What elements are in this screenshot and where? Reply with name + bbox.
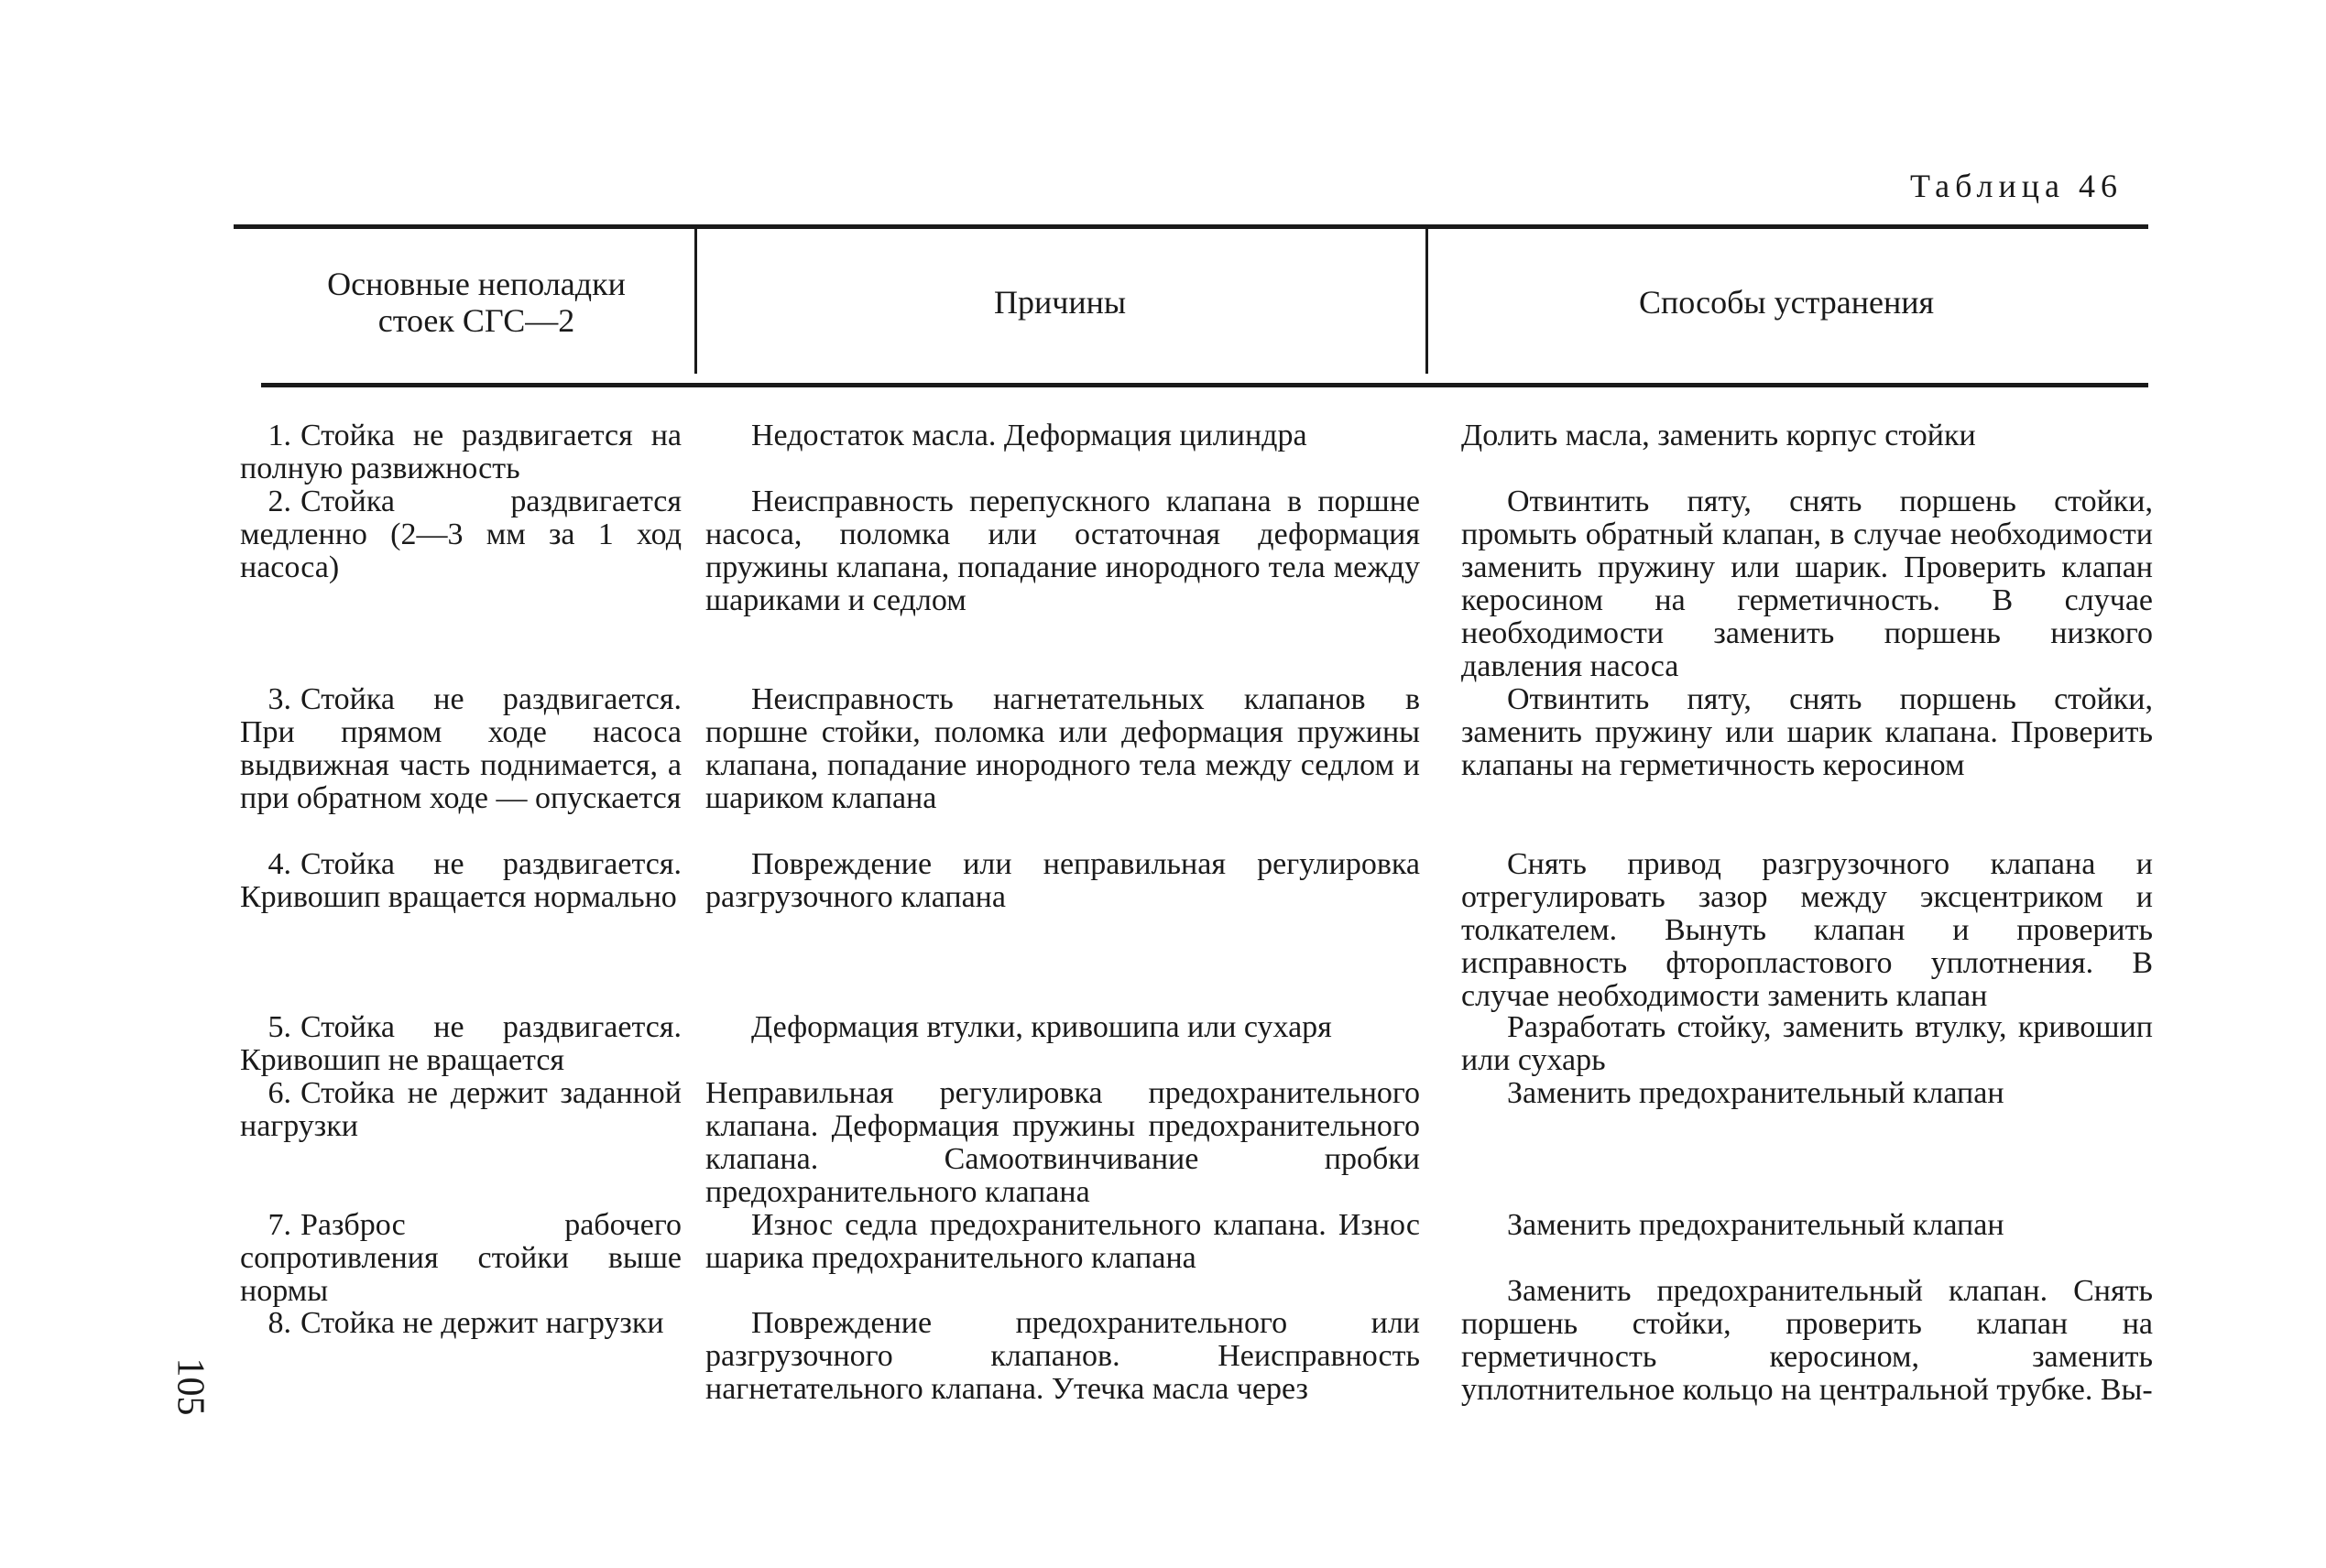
row-1-fault: [240, 419, 682, 485]
row-3-number: 3.: [268, 682, 291, 716]
header-faults: [266, 229, 687, 376]
header-causes-label: Причины: [993, 284, 1127, 321]
row-5-fault: [240, 1011, 682, 1077]
row-4-cause: Повреждение или неправильная регулировка разгрузочного клапана: [705, 847, 1420, 914]
row-8-fault: [240, 1307, 682, 1340]
row-4-number: 4.: [268, 847, 291, 881]
row-2-fault: [240, 485, 682, 584]
row-6-cause: Неправильная регулировка предохранительного клапана. Деформация пружины предохранительного клапана. Самоотвинчивание пробки предохранительного клапана: [705, 1076, 1420, 1209]
row-4-fault-text: Стойка не раздвигается. Кривошип вращается нормально: [240, 847, 682, 914]
row-7-number: 7.: [268, 1208, 291, 1242]
row-1-number: 1.: [268, 419, 291, 452]
row-3-fault-text: Стойка не раздвигается. При прямом ходе насоса выдвижная часть поднимается, а при обратном ходе — опускается: [240, 682, 682, 815]
row-5-fault-text: Стойка не раздвигается. Кривошип не вращается: [240, 1010, 682, 1077]
row-4-fault: [240, 848, 682, 914]
row-3-remedy: Отвинтить пяту, снять поршень стойки, заменить пружину или шарик клапана. Проверить клапаны на герметичность керосином: [1461, 682, 2153, 782]
page-number: 105: [169, 1357, 212, 1416]
row-7-fault: [240, 1209, 682, 1308]
row-8-cause: Повреждение предохранительного или разгрузочного клапанов. Неисправность нагнетательного клапана. Утечка масла через: [705, 1306, 1420, 1406]
column-divider-1: [694, 229, 697, 374]
row-8-number: 8.: [268, 1306, 291, 1340]
row-2-cause: Неисправность перепускного клапана в поршне насоса, поломка или остаточная деформация пружины клапана, попадание инородного тела между шариками и седлом: [705, 485, 1420, 617]
row-1-remedy: Долить масла, заменить корпус стойки: [1461, 419, 1976, 452]
row-6-number: 6.: [268, 1076, 291, 1110]
row-2-fault-text: Стойка раздвигается медленно (2—3 мм за 1 ход насоса): [240, 485, 682, 584]
row-1-cause: Недостаток масла. Деформация цилиндра: [751, 419, 1307, 452]
row-5-number: 5.: [268, 1010, 291, 1044]
row-5-cause: Деформация втулки, кривошипа или сухаря: [751, 1010, 1332, 1044]
row-3-cause: Неисправность нагнетательных клапанов в поршне стойки, поломка или деформация пружины клапана, попадание инородного тела между седлом и шариком клапана: [705, 682, 1420, 815]
row-6-remedy: Заменить предохранительный клапан: [1507, 1076, 2004, 1110]
row-8-remedy: Заменить предохранительный клапан. Снять поршень стойки, проверить клапан на герметичность керосином, заменить уплотнительное кольцо на центральной трубке. Вы-: [1461, 1274, 2153, 1407]
row-6-fault: [240, 1077, 682, 1143]
row-7-fault-text: Разброс рабочего сопротивления стойки выше нормы: [240, 1208, 682, 1308]
column-divider-2: [1425, 229, 1428, 374]
row-7-remedy: Заменить предохранительный клапан: [1507, 1208, 2004, 1242]
header-bottom-rule: [261, 383, 2148, 387]
row-6-fault-text: Стойка не держит заданной нагрузки: [240, 1076, 682, 1143]
table-caption: Таблица 46: [1910, 168, 2123, 204]
row-3-fault: [240, 683, 682, 815]
header-faults-label: Основные неполадки стоек СГС—2: [327, 266, 626, 339]
row-1-fault-text: Стойка не раздвигается на полную развижность: [240, 419, 682, 485]
row-4-remedy: Снять привод разгрузочного клапана и отрегулировать зазор между эксцентриком и толкателем. Вынуть клапан и проверить исправность фторопластового уплотнения. В случае необходимости заменить клапан: [1461, 847, 2153, 1013]
header-remedies: [1429, 229, 2144, 376]
row-2-number: 2.: [268, 485, 291, 518]
header-remedies-label: Способы устранения: [1638, 284, 1935, 321]
row-5-remedy: Разработать стойку, заменить втулку, кривошип или сухарь: [1461, 1010, 2153, 1077]
row-2-remedy: Отвинтить пяту, снять поршень стойки, промыть обратный клапан, в случае необходимости заменить пружину или шарик. Проверить клапан керосином на герметичность. В случае необходимости заменить поршень низкого давления насоса: [1461, 485, 2153, 683]
row-8-fault-text: Стойка не держит нагрузки: [300, 1306, 664, 1340]
header-causes: [698, 229, 1422, 376]
row-7-cause: Износ седла предохранительного клапана. Износ шарика предохранительного клапана: [705, 1208, 1420, 1275]
